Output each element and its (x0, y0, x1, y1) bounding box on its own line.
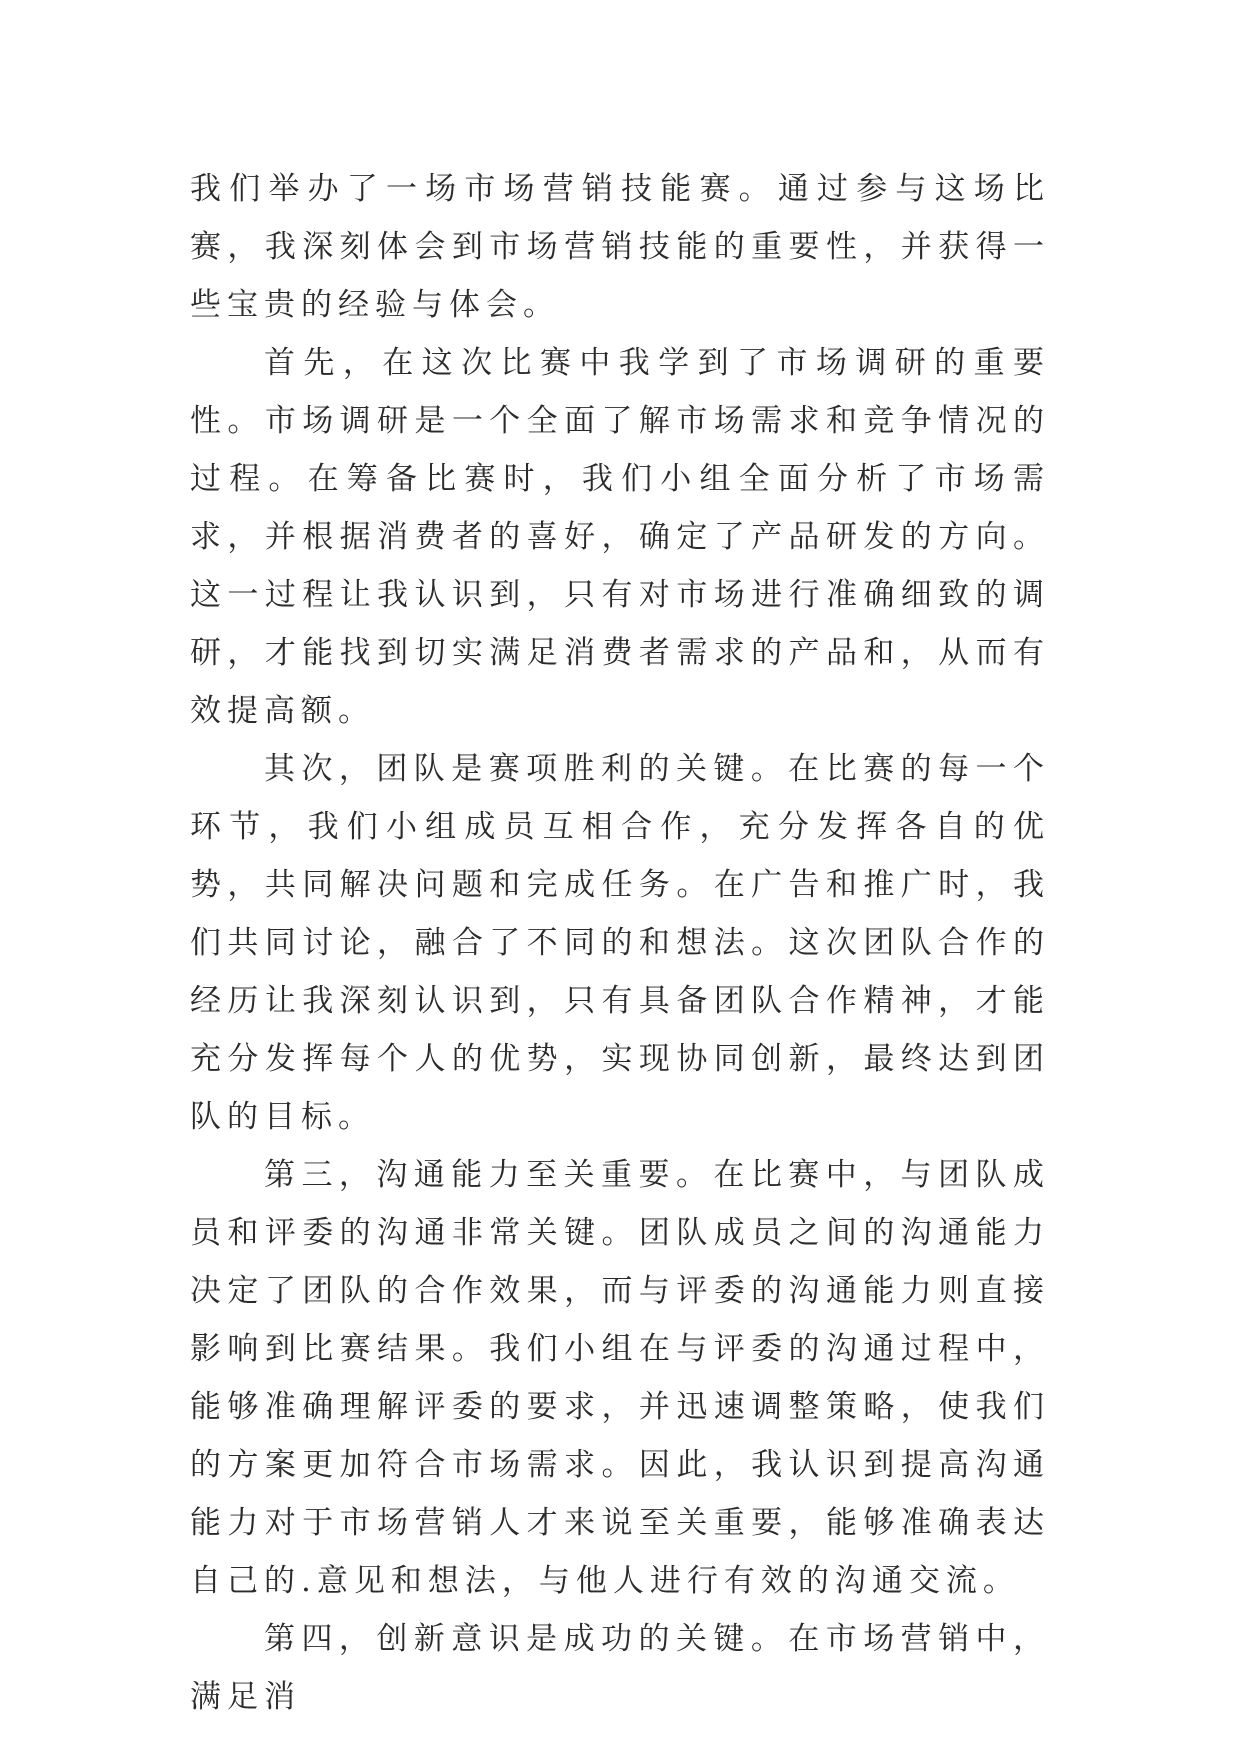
document-body (190, 160, 1050, 1726)
paragraph-intro: 我们举办了一场市场营销技能赛。通过参与这场比赛，我深刻体会到市场营销技能的重要性，并获得一些宝贵的经验与体会。 (190, 171, 1050, 323)
paragraph-innovation: 第四，创新意识是成功的关键。在市场营销中，满足消 (190, 1621, 1050, 1715)
paragraph-market-research: 首先，在这次比赛中我学到了市场调研的重要性。市场调研是一个全面了解市场需求和竞争情况的过程。在筹备比赛时，我们小组全面分析了市场需求，并根据消费者的喜好，确定了产品研发的方向。这一过程让我认识到，只有对市场进行准确细致的调研，才能找到切实满足消费者需求的产品和，从而有效提高额。 (190, 345, 1050, 729)
paragraph-communication: 第三，沟通能力至关重要。在比赛中，与团队成员和评委的沟通非常关键。团队成员之间的沟通能力决定了团队的合作效果，而与评委的沟通能力则直接影响到比赛结果。我们小组在与评委的沟通过程中，能够准确理解评委的要求，并迅速调整策略，使我们的方案更加符合市场需求。因此，我认识到提高沟通能力对于市场营销人才来说至关重要，能够准确表达自己的.意见和想法，与他人进行有效的沟通交流。 (190, 1157, 1050, 1599)
paragraph-teamwork: 其次，团队是赛项胜利的关键。在比赛的每一个环节，我们小组成员互相合作，充分发挥各自的优势，共同解决问题和完成任务。在广告和推广时，我们共同讨论，融合了不同的和想法。这次团队合作的经历让我深刻认识到，只有具备团队合作精神，才能充分发挥每个人的优势，实现协同创新，最终达到团队的目标。 (190, 751, 1050, 1135)
